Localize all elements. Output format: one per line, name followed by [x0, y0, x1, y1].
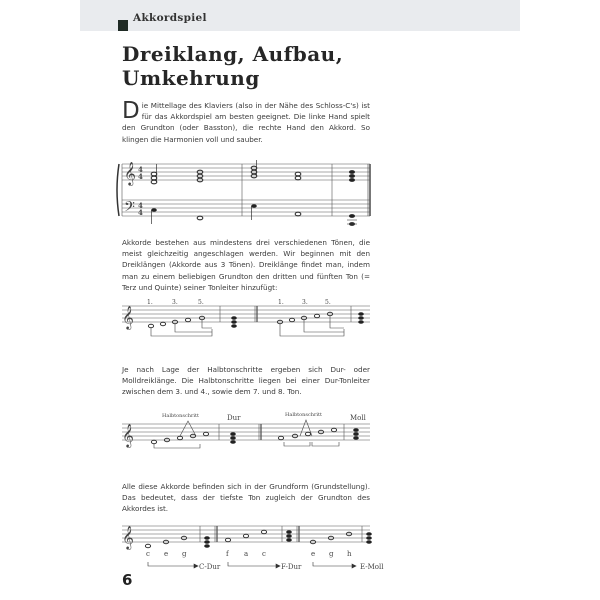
note-name: c — [146, 550, 150, 558]
time-sig-top: 4 — [138, 165, 143, 174]
chord-name: E-Moll — [360, 563, 384, 571]
note-name: c — [262, 550, 266, 558]
note-name: h — [347, 550, 352, 558]
triad-construction-example — [118, 296, 372, 340]
note-name: a — [244, 550, 249, 558]
paragraph-2: Akkorde bestehen aus mindestens drei verschiedenen Tönen, die meist gleichzeitig angeschlagen werden. Wir beginnen mit den Dreiklängen (Akkorde aus 3 Tönen). Dreiklänge findet man, indem man zu einem beliebigen Grundton den dritten und fünften Ton (= Terz und Quinte) seiner Tonleiter hinzufügt: — [122, 238, 370, 292]
page-number: 6 — [122, 571, 133, 589]
drop-cap: D — [122, 98, 140, 124]
note-name: e — [164, 550, 169, 558]
paragraph-3: Je nach Lage der Halbtonschritte ergeben sich Dur- oder Molldreiklänge. Die Halbtonschritte liegen bei einer Dur-Tonleiter zwischen dem 3. und 4., sowie dem 7. und 8. Ton. — [122, 365, 370, 397]
paragraph-4: Alle diese Akkorde befinden sich in der Grundform (Grundstellung). Das bedeutet, dass der tiefste Ton zugleich der Grundton des Akkordes ist. — [122, 482, 370, 514]
grand-staff-example — [118, 160, 372, 232]
section-marker — [118, 20, 128, 31]
svg-text:𝄞: 𝄞 — [122, 305, 134, 329]
chord-names-example — [118, 518, 408, 570]
chord-name: C-Dur — [199, 563, 221, 571]
title-line-1: Dreiklang, Aufbau, — [122, 42, 344, 66]
time-sig-top-bass: 4 — [138, 201, 143, 210]
paragraph-1-text: ie Mittellage des Klaviers (also in der Nähe des Schloss-C's) ist für das Akkordspiel am besten geeignet. Die linke Hand spielt den Grundton (oder Basston), die rechte Hand den Akkord. So klingen die Harmonien voll und sauber. — [122, 101, 370, 144]
note-name: f — [226, 550, 229, 558]
svg-text:𝄞: 𝄞 — [122, 525, 134, 549]
chord-name: F-Dur — [281, 563, 302, 571]
svg-text:𝄞: 𝄞 — [124, 161, 136, 185]
degree-label-1b: 1. — [278, 299, 284, 306]
note-name: g — [329, 550, 334, 558]
degree-label-1: 1. — [147, 299, 153, 306]
time-sig-bottom: 4 — [138, 172, 143, 181]
section-title: Akkordspiel — [133, 12, 207, 24]
major-label: Dur — [227, 414, 241, 422]
time-sig-bottom-bass: 4 — [138, 208, 143, 217]
degree-label-5: 5. — [198, 299, 204, 306]
page-title — [122, 42, 343, 90]
degree-label-3: 3. — [172, 299, 178, 306]
note-name: g — [182, 550, 187, 558]
svg-text:𝄞: 𝄞 — [122, 423, 134, 447]
degree-label-3b: 3. — [302, 299, 308, 306]
degree-label-5b: 5. — [325, 299, 331, 306]
note-name: e — [311, 550, 316, 558]
title-line-2: Umkehrung — [122, 66, 260, 90]
halftone-label: Halbtonschritt — [162, 413, 199, 419]
svg-text:𝄢: 𝄢 — [124, 199, 135, 219]
halftone-example — [118, 408, 372, 456]
paragraph-1 — [122, 100, 370, 145]
halftone-label-2: Halbtonschritt — [285, 412, 322, 418]
minor-label: Moll — [350, 414, 366, 422]
